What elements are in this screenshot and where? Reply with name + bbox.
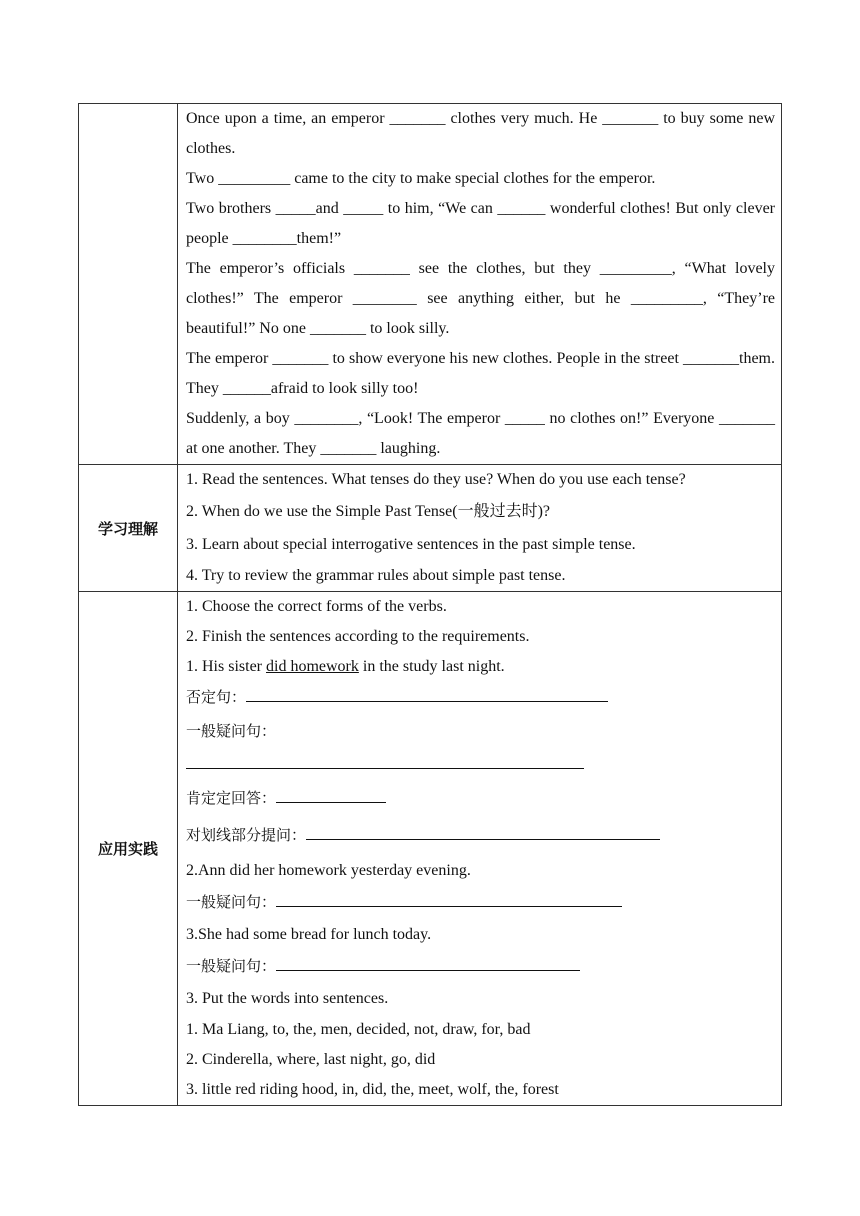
worksheet-table	[78, 103, 782, 1106]
story-paragraph: The emperor _______ to show everyone his new clothes. People in the street _______them. They ______afraid to look silly too!	[186, 350, 775, 397]
underline-question-label: 对划线部分提问：	[186, 826, 307, 844]
practice-cell	[178, 592, 782, 1106]
task-heading: 2. Finish the sentences according to the requirements.	[186, 628, 530, 645]
sentence-2-question-line	[186, 887, 775, 918]
word-list-item: 3. little red riding hood, in, did, the, meet, wolf, the, forest	[186, 1081, 559, 1098]
story-cell	[178, 104, 782, 465]
story-paragraph: Two _________ came to the city to make special clothes for the emperor.	[186, 170, 656, 187]
story-paragraph: Two brothers _____and _____ to him, “We can ______ wonderful clothes! But only clever people ________them!”	[186, 200, 775, 247]
word-list-item: 1. Ma Liang, to, the, men, decided, not, draw, for, bad	[186, 1021, 531, 1038]
sentence-3-question-label: 一般疑问句：	[186, 957, 277, 975]
word-list-item: 2. Cinderella, where, last night, go, did	[186, 1051, 436, 1068]
sentence-1-underlined: did homework	[266, 658, 359, 675]
general-question-line	[186, 713, 775, 750]
sentence-3: 3.She had some bread for lunch today.	[186, 926, 432, 943]
story-label-cell	[79, 104, 178, 465]
understanding-item: 3. Learn about special interrogative sentences in the past simple tense.	[186, 536, 636, 553]
underline-question-blank[interactable]	[306, 823, 660, 840]
general-question-label: 一般疑问句：	[186, 722, 277, 740]
story-row	[79, 104, 782, 465]
story-paragraph: Suddenly, a boy ________, “Look! The emperor _____ no clothes on!” Everyone _______ at one another. They _______ laughing.	[186, 410, 775, 457]
task-heading: 1. Choose the correct forms of the verbs.	[186, 598, 447, 615]
sentence-1-post: in the study last night.	[358, 658, 505, 675]
sentence-1	[186, 652, 775, 682]
understanding-row	[79, 465, 782, 592]
sentence-2-question-label: 一般疑问句：	[186, 893, 277, 911]
task-heading: 3. Put the words into sentences.	[186, 990, 389, 1007]
understanding-cell	[178, 465, 782, 592]
negative-label: 否定句：	[186, 688, 247, 706]
understanding-item: 1. Read the sentences. What tenses do they use? When do you use each tense?	[186, 471, 686, 488]
understanding-label: 学习理解	[79, 465, 178, 592]
sentence-3-question-blank[interactable]	[276, 954, 580, 971]
negative-answer-blank[interactable]	[246, 685, 608, 702]
general-question-answer-blank[interactable]	[186, 752, 584, 769]
story-paragraph: The emperor’s officials _______ see the clothes, but they _________, “What lovely clothes!” The emperor ________ see anything either, but he _________, “They’re beautiful!” No one _______ to look silly.	[186, 260, 775, 337]
sentence-3-question-line	[186, 951, 775, 982]
practice-row	[79, 592, 782, 1106]
affirmative-answer-blank[interactable]	[276, 786, 386, 803]
affirmative-line	[186, 780, 775, 817]
general-question-answer-line	[186, 750, 775, 780]
sentence-2: 2.Ann did her homework yesterday evening.	[186, 862, 471, 879]
negative-line	[186, 682, 775, 713]
understanding-item: 4. Try to review the grammar rules about simple past tense.	[186, 567, 566, 584]
sentence-1-pre: 1. His sister	[186, 658, 266, 675]
sentence-2-question-blank[interactable]	[276, 890, 622, 907]
affirmative-label: 肯定定回答：	[186, 789, 277, 807]
practice-label: 应用实践	[79, 592, 178, 1106]
understanding-item: 2. When do we use the Simple Past Tense(一般过去时)?	[186, 503, 551, 520]
underline-question-line	[186, 817, 775, 854]
story-paragraph: Once upon a time, an emperor _______ clothes very much. He _______ to buy some new clothes.	[186, 110, 775, 157]
